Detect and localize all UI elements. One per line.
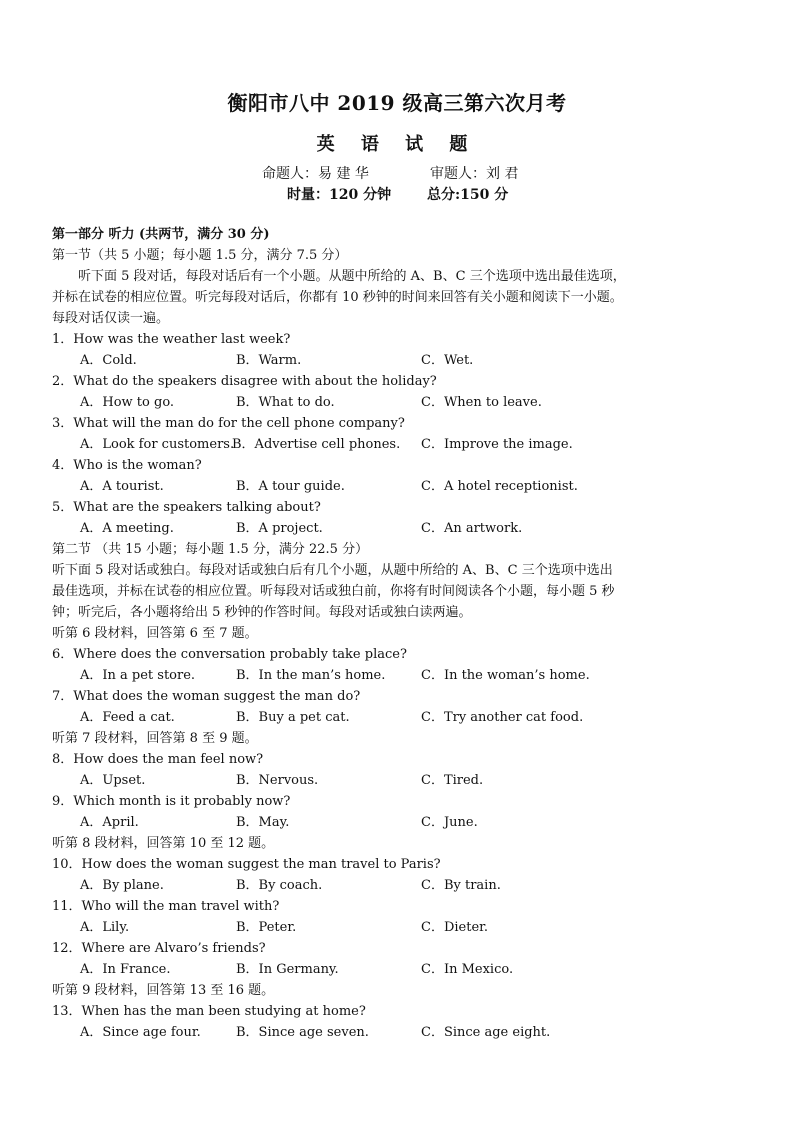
option-b: B．A project.	[236, 521, 323, 536]
question-8-options	[52, 770, 752, 791]
option-b: B．Since age seven.	[236, 1025, 369, 1040]
option-b: B．Peter.	[236, 920, 297, 935]
option-c: C．When to leave.	[421, 395, 542, 410]
section2-heading: 第二节 （共 15 小题；每小题 1.5 分，满分 22.5 分）	[52, 542, 369, 557]
option-a: A．Feed a cat.	[80, 710, 175, 725]
total-score: 总分:150 分	[427, 187, 509, 203]
option-b: B．A tour guide.	[236, 479, 345, 494]
material-note-6: 听第 6 段材料，回答第 6 至 7 题。	[52, 626, 258, 641]
option-a: A．Look for customers.	[80, 437, 235, 452]
option-a: A．How to go.	[80, 395, 175, 410]
option-c: C．Try another cat food.	[421, 710, 584, 725]
option-b: B．In the man’s home.	[236, 668, 386, 683]
question-11-options	[52, 917, 752, 938]
option-b: B．Buy a pet cat.	[236, 710, 350, 725]
option-a: A．Since age four.	[80, 1025, 201, 1040]
exam-title: 衡阳市八中 2019 级高三第六次月考	[227, 91, 567, 115]
option-b: B．Warm.	[236, 353, 302, 368]
option-a: A．In France.	[80, 962, 171, 977]
section2-instructions-line1: 听下面 5 段对话或独白。每段对话或独白后有几个小题，从题中所给的 A、B、C 三个选项中选出	[52, 563, 613, 578]
question-5: 5．What are the speakers talking about?	[52, 500, 321, 515]
option-c: C．A hotel receptionist.	[421, 479, 578, 494]
option-a: A．Upset.	[80, 773, 146, 788]
option-b: B．In Germany.	[236, 962, 339, 977]
question-11: 11．Who will the man travel with?	[52, 899, 280, 914]
material-note-7: 听第 7 段材料，回答第 8 至 9 题。	[52, 731, 258, 746]
time-limit: 时量：120 分钟	[287, 187, 392, 203]
question-9: 9．Which month is it probably now?	[52, 794, 291, 809]
question-3-options	[52, 434, 752, 455]
option-c: C．June.	[421, 815, 478, 830]
option-a: A．In a pet store.	[80, 668, 196, 683]
material-note-9: 听第 9 段材料，回答第 13 至 16 题。	[52, 983, 275, 998]
option-c: C．In Mexico.	[421, 962, 514, 977]
question-12-options	[52, 959, 752, 980]
setter: 命题人：易 建 华	[262, 166, 369, 182]
question-3: 3．What will the man do for the cell phone company?	[52, 416, 405, 431]
option-c: C．By train.	[421, 878, 501, 893]
option-a: A．A meeting.	[80, 521, 174, 536]
question-8: 8．How does the man feel now?	[52, 752, 264, 767]
question-10-options	[52, 875, 752, 896]
question-2-options	[52, 392, 752, 413]
section1-instructions-line2: 并标在试卷的相应位置。听完每段对话后，你都有 10 秒钟的时间来回答有关小题和阅读下一小题。	[52, 290, 623, 305]
question-9-options	[52, 812, 752, 833]
option-b: B．By coach.	[236, 878, 323, 893]
section1-instructions-line3: 每段对话仅读一遍。	[52, 311, 170, 326]
option-c: C．Wet.	[421, 353, 474, 368]
option-c: C．Improve the image.	[421, 437, 573, 452]
option-a: A．April.	[80, 815, 139, 830]
option-b: B．What to do.	[236, 395, 335, 410]
exam-subject: 英 语 试 题	[316, 134, 478, 155]
option-b: B．Advertise cell phones.	[232, 437, 401, 452]
question-4-options	[52, 476, 752, 497]
question-6-options	[52, 665, 752, 686]
reviewer: 审题人：刘 君	[430, 166, 519, 182]
option-c: C．Since age eight.	[421, 1025, 551, 1040]
option-c: C．In the woman’s home.	[421, 668, 590, 683]
option-b: B．May.	[236, 815, 290, 830]
question-1: 1．How was the weather last week?	[52, 332, 291, 347]
question-7-options	[52, 707, 752, 728]
question-5-options	[52, 518, 752, 539]
question-10: 10．How does the woman suggest the man travel to Paris?	[52, 857, 441, 872]
material-note-8: 听第 8 段材料，回答第 10 至 12 题。	[52, 836, 275, 851]
option-a: A．A tourist.	[80, 479, 164, 494]
section2-instructions-line2: 最佳选项，并标在试卷的相应位置。听每段对话或独白前，你将有时间阅读各个小题，每小题 5 秒	[52, 584, 615, 599]
option-a: A．By plane.	[80, 878, 164, 893]
question-13: 13．When has the man been studying at home?	[52, 1004, 366, 1019]
exam-body	[52, 224, 752, 1043]
option-c: C．Dieter.	[421, 920, 489, 935]
question-1-options	[52, 350, 752, 371]
part1-heading: 第一部分 听力 (共两节，满分 30 分)	[52, 227, 270, 242]
question-7: 7．What does the woman suggest the man do?	[52, 689, 361, 704]
option-c: C．An artwork.	[421, 521, 523, 536]
option-c: C．Tired.	[421, 773, 484, 788]
option-a: A．Cold.	[80, 353, 137, 368]
option-a: A．Lily.	[80, 920, 130, 935]
question-6: 6．Where does the conversation probably take place?	[52, 647, 407, 662]
section2-instructions-line3: 钟；听完后，各小题将给出 5 秒钟的作答时间。每段对话或独白读两遍。	[52, 605, 472, 620]
question-2: 2．What do the speakers disagree with about the holiday?	[52, 374, 437, 389]
option-b: B．Nervous.	[236, 773, 319, 788]
section1-instructions-line1: 听下面 5 段对话，每段对话后有一个小题。从题中所给的 A、B、C 三个选项中选出最佳选项，	[78, 269, 626, 284]
section1-heading: 第一节（共 5 小题；每小题 1.5 分，满分 7.5 分）	[52, 248, 348, 263]
question-12: 12．Where are Alvaro’s friends?	[52, 941, 266, 956]
question-4: 4．Who is the woman?	[52, 458, 202, 473]
question-13-options	[52, 1022, 752, 1043]
